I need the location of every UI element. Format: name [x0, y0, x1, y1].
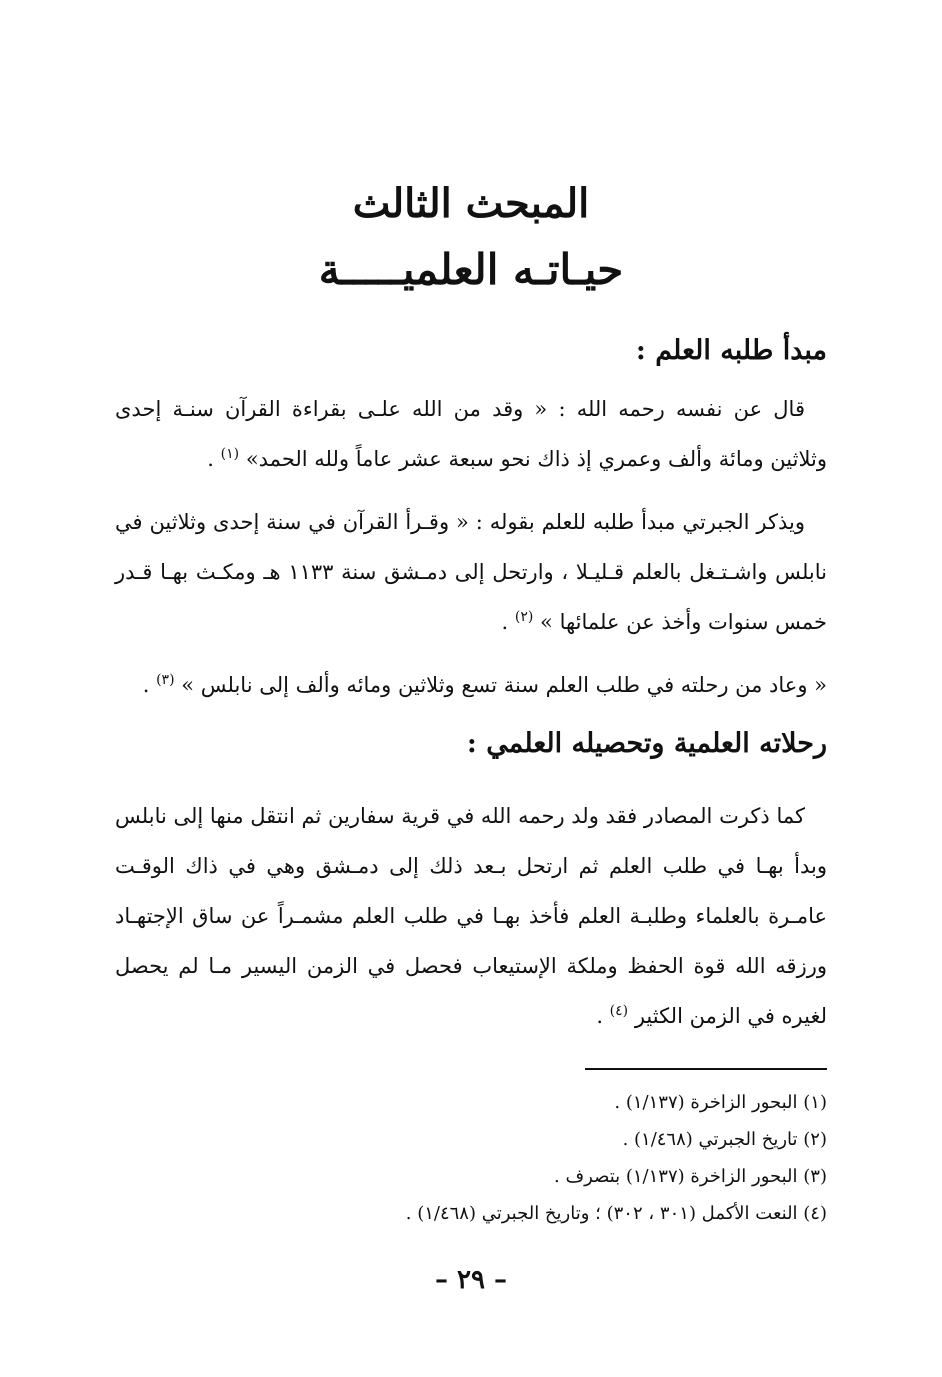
footnote-4: (٤) النعت الأكمل (٣٠١ ، ٣٠٢) ؛ وتاريخ الجبرتي (١/٤٦٨) . [405, 1203, 827, 1224]
paragraph-4-text: كما ذكرت المصادر فقد ولد رحمه الله في قرية سفارين ثم انتقل منها إلى نابلس وبدأ بهـا في طلب العلم ثم ارتحل بـعد ذلك إلى دمـشق وهي في ذاك الوقـت عامـرة بالعلماء وطلبـة العلم فأخذ بهـا في طلب العلم مشمـراً عن ساق الإجتهـاد ورزقه الله قوة الحفظ وملكة الإستيعاب فحصل في الزمن اليسير مـا لم يحصل لغيره في الزمن الكثير [115, 804, 827, 1028]
footnote-ref-2: (٢) [514, 609, 534, 625]
paragraph-2-end: . [501, 610, 515, 634]
footnote-ref-3: (٣) [156, 672, 175, 688]
footnote-3: (٣) البحور الزاخرة (١/١٣٧) بتصرف . [554, 1166, 827, 1187]
paragraph-2 [115, 497, 827, 647]
paragraph-1-text: قال عن نفسه رحمه الله : « وقد من الله علـى بقراءة القرآن سنـة إحدى وثلاثين ومائة وألف وعمري إذ ذاك نحو سبعة عشر عاماً ولله الحمد» [115, 397, 827, 471]
paragraph-1-end: . [207, 447, 221, 471]
section-heading-study-start: مبدأ طلبه العلم : [635, 335, 827, 366]
paragraph-3 [115, 660, 827, 710]
paragraph-3-text: « وعاد من رحلته في طلب العلم سنة تسع وثلاثين ومائه وألف إلى نابلس » [181, 673, 827, 697]
paragraph-2-text: ويذكر الجبرتي مبدأ طلبه للعلم بقوله : « وقـرأ القرآن في سنة إحدى وثلاثين في نابلس واشـتـغل بالعلم قـليـلا ، وارتحل إلى دمـشق سنة ١١٣٣ هـ ومكـث بهـا قـدر خمس سنوات وأخذ عن علمائها » [115, 510, 827, 634]
chapter-title: المبحث الثالث [352, 180, 590, 227]
paragraph-1 [115, 384, 827, 484]
footnote-ref-4: (٤) [609, 1003, 629, 1019]
footnote-2: (٢) تاريخ الجبرتي (١/٤٦٨) . [622, 1129, 827, 1150]
paragraph-3-end: . [142, 673, 157, 697]
footnote-1: (١) البحور الزاخرة (١/١٣٧) . [614, 1092, 827, 1113]
section-heading-travels: رحلاته العلمية وتحصيله العلمي : [466, 728, 827, 759]
paragraph-4 [115, 791, 827, 1041]
chapter-subtitle: حيـاتـه العلميـــــة [318, 245, 624, 294]
page-number: – ٢٩ – [434, 1265, 508, 1295]
footnote-divider [585, 1068, 827, 1070]
paragraph-4-end: . [596, 1004, 610, 1028]
footnote-ref-1: (١) [220, 446, 240, 462]
